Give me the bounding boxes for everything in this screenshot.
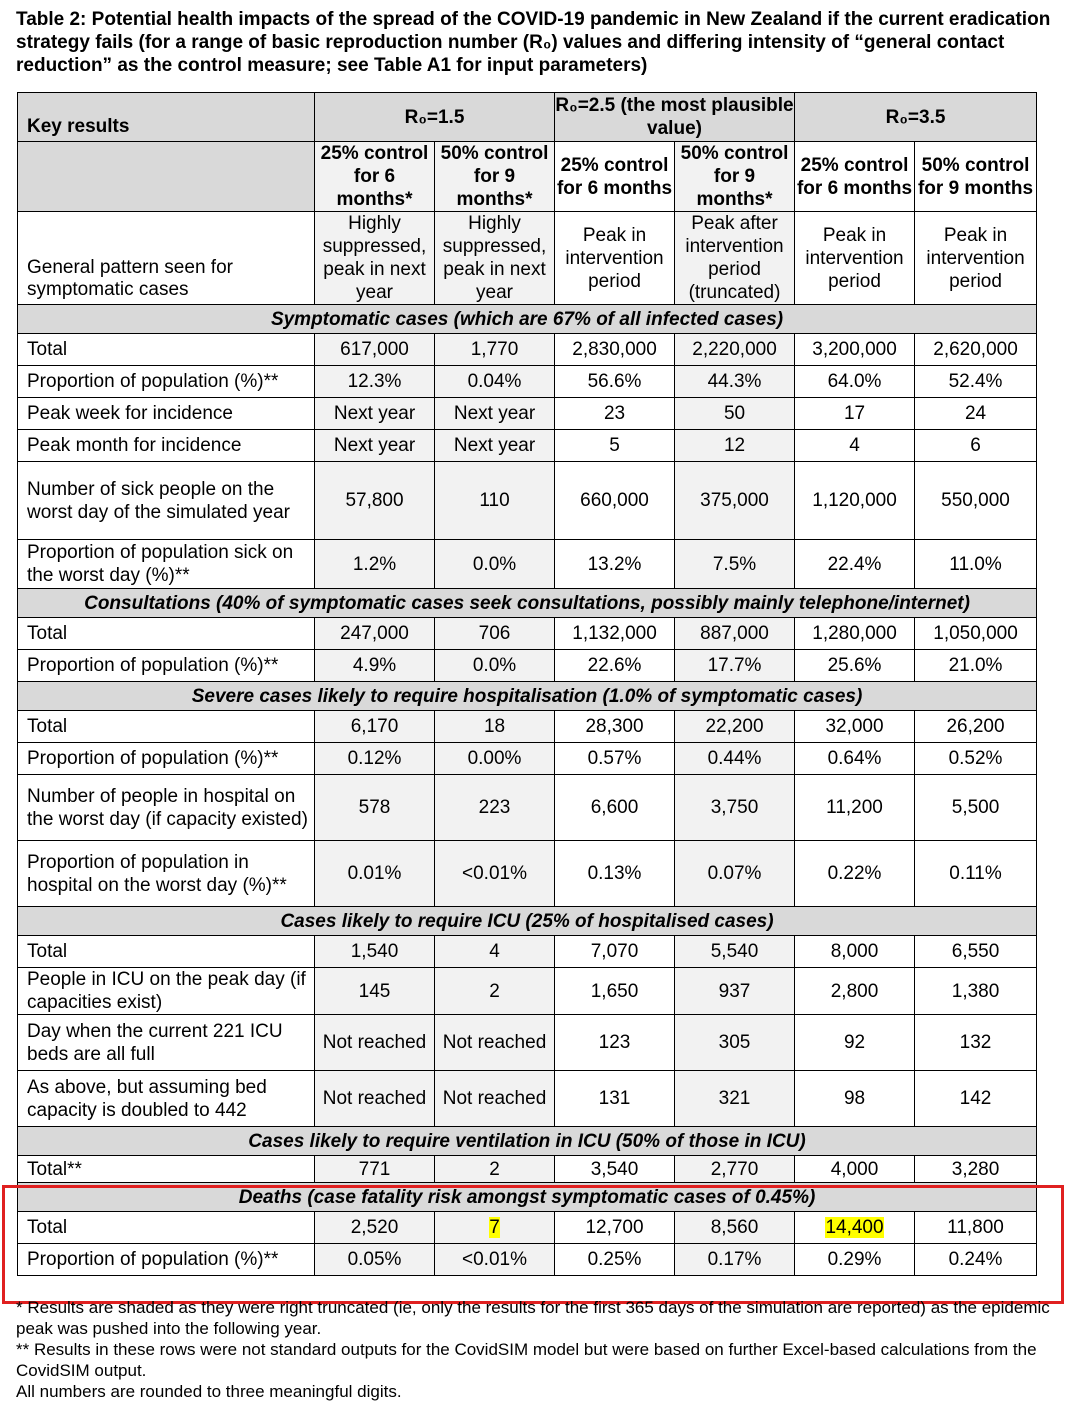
table-cell: [915, 366, 1037, 398]
table-cell: [675, 775, 795, 841]
cell-value: 550,000: [941, 490, 1010, 511]
row-label: Proportion of population (%)**: [18, 743, 315, 775]
table-cell: [915, 775, 1037, 841]
table-cell: [315, 366, 435, 398]
section-header-row: [18, 682, 1037, 711]
pattern-cell: Peak after intervention period (truncated): [675, 212, 795, 305]
table-cell: [435, 1071, 555, 1127]
cell-value: 0.0%: [472, 553, 517, 575]
cell-value: 2,800: [830, 980, 879, 1002]
pattern-row: [18, 212, 1037, 305]
table-cell: [915, 462, 1037, 540]
section-title: Symptomatic cases (which are 67% of all infected cases): [18, 305, 1037, 334]
table-cell: [795, 1156, 915, 1183]
row-label: Total**: [18, 1156, 315, 1183]
table-cell: [555, 841, 675, 907]
cell-value: 1,120,000: [812, 490, 897, 511]
cell-value: 26,200: [946, 716, 1005, 737]
cell-value: 2,770: [710, 1158, 759, 1180]
table-cell: [795, 650, 915, 682]
cell-value: 0.07%: [707, 863, 762, 884]
cell-value: 0.17%: [707, 1249, 762, 1270]
cell-value: 1,050,000: [933, 623, 1018, 644]
cell-value: Not reached: [322, 1032, 427, 1053]
table-cell: [795, 711, 915, 743]
table-row: [18, 1156, 1037, 1183]
cell-value: 1,380: [951, 980, 1000, 1002]
table-cell: [675, 936, 795, 968]
table-cell: [795, 540, 915, 589]
cell-value: 7.5%: [712, 553, 757, 575]
cell-value: 22.6%: [587, 655, 642, 676]
table-cell: [315, 540, 435, 589]
section-header-row: [18, 589, 1037, 618]
table-cell: [435, 334, 555, 366]
row-label: Total: [18, 334, 315, 366]
cell-value: 0.64%: [827, 748, 882, 769]
cell-value: 0.13%: [587, 863, 642, 884]
table-cell: [555, 618, 675, 650]
cell-value: 5: [609, 435, 620, 456]
cell-value: 8,560: [710, 1217, 759, 1238]
cell-value: 132: [959, 1032, 992, 1053]
table-cell: [915, 430, 1037, 462]
cell-value: 8,000: [830, 941, 879, 962]
table-cell: [555, 366, 675, 398]
section-title: Cases likely to require ventilation in ICU (50% of those in ICU): [18, 1127, 1037, 1156]
cell-value: 21.0%: [948, 655, 1003, 676]
table-row: [18, 775, 1037, 841]
table-cell: [915, 743, 1037, 775]
cell-value: 375,000: [700, 490, 769, 511]
cell-value: 56.6%: [587, 371, 642, 392]
cell-value: 110: [479, 490, 510, 511]
cell-value: 7,070: [590, 941, 639, 962]
table-cell: [675, 841, 795, 907]
cell-value: 0.11%: [949, 863, 1002, 884]
table-row: [18, 334, 1037, 366]
cell-value: 50: [723, 403, 746, 424]
cell-value: 2,620,000: [933, 339, 1018, 360]
cell-value: 223: [478, 797, 511, 818]
cell-value: 6,550: [951, 941, 1000, 962]
cell-value: 6,600: [590, 797, 639, 818]
cell-value: 57,800: [345, 490, 404, 511]
cell-value: 25.6%: [827, 655, 882, 676]
table-cell: [435, 618, 555, 650]
table-cell: [675, 366, 795, 398]
table-cell: [555, 936, 675, 968]
cell-value: 123: [598, 1032, 631, 1053]
row-label: As above, but assuming bed capacity is doubled to 442: [18, 1071, 315, 1127]
table-cell: [435, 743, 555, 775]
cell-value: 4,000: [830, 1158, 879, 1180]
cell-value: 321: [718, 1088, 751, 1109]
row-label: Peak month for incidence: [18, 430, 315, 462]
table-cell: [915, 711, 1037, 743]
table-cell: [795, 398, 915, 430]
scenario-header-row: [18, 142, 1037, 212]
cell-value: 23: [603, 403, 626, 424]
cell-value: Not reached: [322, 1088, 427, 1109]
cell-value: 937: [718, 980, 751, 1002]
cell-value: 3,540: [590, 1158, 639, 1180]
table-cell: [315, 1156, 435, 1183]
table-cell: [555, 711, 675, 743]
cell-value: 64.0%: [827, 371, 882, 392]
table-row: [18, 540, 1037, 589]
section-header-row: [18, 1127, 1037, 1156]
table-row: [18, 711, 1037, 743]
cell-value: 5,540: [710, 941, 759, 962]
footnote: All numbers are rounded to three meaningful digits.: [16, 1382, 402, 1401]
cell-value: 0.57%: [587, 748, 642, 769]
row-label: Number of sick people on the worst day of the simulated year: [18, 462, 315, 540]
cell-value: <0.01%: [462, 1249, 527, 1270]
table-cell: [315, 650, 435, 682]
table-cell: [675, 540, 795, 589]
table-cell: [435, 366, 555, 398]
table-cell: [675, 711, 795, 743]
row-label: Day when the current 221 ICU beds are all full: [18, 1015, 315, 1071]
table-cell: [435, 711, 555, 743]
cell-value: 0.44%: [707, 748, 762, 769]
footnotes: [16, 1297, 1056, 1402]
section-title: Deaths (case fatality risk amongst symptomatic cases of 0.45%): [18, 1183, 1037, 1212]
table-caption: Table 2: Potential health impacts of the spread of the COVID-19 pandemic in New Zealand if the current eradication strategy fails (for a range of basic reproduction number (R₀) values and differing intensity of “general contact reduction” as the control measure; see Table A1 for input parameters): [16, 9, 1051, 76]
group-header-r0-3-5: R₀=3.5: [795, 93, 1037, 142]
scenario-header: 50% control for 9 months: [915, 142, 1037, 212]
cell-value: Next year: [333, 403, 416, 424]
cell-value: 0.05%: [347, 1249, 402, 1270]
pattern-cell: Highly suppressed, peak in next year: [315, 212, 435, 305]
table-cell: [555, 430, 675, 462]
cell-value: 0.00%: [467, 748, 522, 769]
cell-value: 4: [489, 941, 500, 962]
table-cell: [915, 618, 1037, 650]
table-row: [18, 430, 1037, 462]
scenario-header: 50% control for 9 months*: [675, 142, 795, 212]
cell-value: 0.52%: [948, 748, 1003, 769]
cell-value: 17: [843, 403, 866, 424]
table-cell: [795, 430, 915, 462]
cell-value: 6: [970, 435, 981, 456]
row-label: People in ICU on the peak day (if capacities exist): [18, 968, 315, 1015]
cell-value: <0.01%: [462, 863, 527, 884]
highlighted-value: 7: [489, 1217, 500, 1238]
row-label: Total: [18, 1212, 315, 1244]
table-row: [18, 650, 1037, 682]
cell-value: 17.7%: [707, 655, 762, 676]
table-cell: [315, 462, 435, 540]
cell-value: 3,750: [710, 797, 759, 818]
table-cell: [915, 650, 1037, 682]
cell-value: 706: [478, 623, 511, 644]
table-cell: [795, 618, 915, 650]
footnote: ** Results in these rows were not standard outputs for the CovidSIM model but were based on further Excel-based calculations from the CovidSIM output.: [16, 1340, 1037, 1380]
cell-value: 305: [718, 1032, 751, 1053]
table-cell: [315, 841, 435, 907]
table-cell: [555, 1156, 675, 1183]
table-cell: [915, 540, 1037, 589]
table-row: [18, 462, 1037, 540]
table-cell: [315, 398, 435, 430]
cell-value: 3,280: [951, 1158, 1000, 1180]
table-cell: [435, 430, 555, 462]
table-cell: [435, 775, 555, 841]
pattern-label: General pattern seen for symptomatic cases: [18, 212, 315, 305]
key-results-header: Key results: [18, 93, 315, 142]
scenario-header: 25% control for 6 months: [555, 142, 675, 212]
table-cell: [915, 1015, 1037, 1071]
cell-value: 0.29%: [827, 1249, 882, 1270]
cell-value: 0.04%: [467, 371, 522, 392]
table-cell: [555, 398, 675, 430]
table-cell: [675, 1156, 795, 1183]
group-header-row: [18, 93, 1037, 142]
results-table: [17, 92, 1037, 1276]
table-cell: [915, 936, 1037, 968]
table-cell: [795, 936, 915, 968]
cell-value: 617,000: [340, 339, 409, 360]
table-cell: [675, 1071, 795, 1127]
cell-value: 2,220,000: [692, 339, 777, 360]
table-cell: [915, 1156, 1037, 1183]
cell-value: 11.0%: [949, 553, 1002, 575]
table-row: [18, 968, 1037, 1015]
cell-value: 0.0%: [472, 655, 517, 676]
cell-value: 1,770: [470, 339, 519, 360]
row-label: Proportion of population (%)**: [18, 1244, 315, 1276]
scenario-header-blank: [18, 142, 315, 212]
table-cell: [315, 334, 435, 366]
cell-value: 18: [483, 716, 506, 737]
table-row: [18, 1071, 1037, 1127]
table-cell: [315, 775, 435, 841]
cell-value: 12,700: [585, 1217, 644, 1238]
cell-value: 578: [358, 797, 391, 818]
cell-value: 0.22%: [827, 863, 882, 884]
cell-value: 0.24%: [948, 1249, 1003, 1270]
group-header-r0-1-5: R₀=1.5: [315, 93, 555, 142]
cell-value: 32,000: [825, 716, 884, 737]
pattern-cell: Peak in intervention period: [555, 212, 675, 305]
table-cell: [435, 462, 555, 540]
cell-value: 44.3%: [707, 371, 762, 392]
table-cell: [315, 711, 435, 743]
table-cell: [915, 334, 1037, 366]
cell-value: 1.2%: [352, 553, 397, 575]
row-label: Proportion of population in hospital on the worst day (%)**: [18, 841, 315, 907]
table-row: [18, 936, 1037, 968]
table-cell: [795, 334, 915, 366]
table-cell: [555, 775, 675, 841]
row-label: Peak week for incidence: [18, 398, 315, 430]
section-title: Cases likely to require ICU (25% of hospitalised cases): [18, 907, 1037, 936]
group-header-r0-2-5: R₀=2.5 (the most plausible value): [555, 93, 795, 142]
table-cell: [795, 1071, 915, 1127]
cell-value: Next year: [453, 403, 536, 424]
cell-value: 4.9%: [352, 655, 397, 676]
section-header-row: [18, 305, 1037, 334]
table-cell: [435, 841, 555, 907]
cell-value: 142: [959, 1088, 992, 1109]
cell-value: 2,830,000: [572, 339, 657, 360]
pattern-cell: Highly suppressed, peak in next year: [435, 212, 555, 305]
cell-value: 11,200: [826, 797, 883, 818]
cell-value: 22,200: [705, 716, 764, 737]
cell-value: 22.4%: [827, 553, 882, 575]
table-cell: [915, 968, 1037, 1015]
table-cell: [315, 618, 435, 650]
row-label: Total: [18, 711, 315, 743]
table-cell: [555, 743, 675, 775]
cell-value: 1,650: [590, 980, 639, 1002]
table-row: [18, 1015, 1037, 1071]
table-cell: [675, 462, 795, 540]
cell-value: 1,540: [350, 941, 399, 962]
cell-value: 98: [843, 1088, 866, 1109]
table-cell: [435, 540, 555, 589]
table-cell: [315, 968, 435, 1015]
table-cell: [675, 743, 795, 775]
table-cell: [555, 462, 675, 540]
cell-value: Next year: [453, 435, 536, 456]
cell-value: 11,800: [947, 1217, 1004, 1238]
footnote: * Results are shaded as they were right truncated (ie, only the results for the first 365 days of the simulation are reported) as the epidemic peak was pushed into the following year.: [16, 1298, 1050, 1338]
table-cell: [435, 398, 555, 430]
row-label: Total: [18, 618, 315, 650]
cell-value: 145: [358, 980, 391, 1002]
cell-value: 1,132,000: [572, 623, 657, 644]
cell-value: 1,280,000: [812, 623, 897, 644]
table-cell: [675, 398, 795, 430]
table-cell: [555, 968, 675, 1015]
cell-value: 887,000: [700, 623, 769, 644]
table-cell: [435, 1015, 555, 1071]
table-cell: [555, 650, 675, 682]
cell-value: 0.01%: [347, 863, 402, 884]
table-cell: [315, 743, 435, 775]
row-label: Total: [18, 936, 315, 968]
cell-value: 0.12%: [347, 748, 402, 769]
row-label: Number of people in hospital on the worst day (if capacity existed): [18, 775, 315, 841]
section-title: Consultations (40% of symptomatic cases seek consultations, possibly mainly telephone/internet): [18, 589, 1037, 618]
table-cell: [675, 1015, 795, 1071]
cell-value: 28,300: [585, 716, 644, 737]
cell-value: Not reached: [442, 1032, 547, 1053]
scenario-header: 25% control for 6 months*: [315, 142, 435, 212]
table-cell: [675, 618, 795, 650]
cell-value: 771: [358, 1158, 391, 1180]
table-cell: [795, 841, 915, 907]
table-cell: [675, 968, 795, 1015]
pattern-cell: Peak in intervention period: [795, 212, 915, 305]
row-label: Proportion of population sick on the worst day (%)**: [18, 540, 315, 589]
cell-value: 247,000: [340, 623, 409, 644]
table-cell: [555, 1015, 675, 1071]
cell-value: 0.25%: [587, 1249, 642, 1270]
cell-value: Not reached: [442, 1088, 547, 1109]
cell-value: 12.3%: [347, 371, 402, 392]
section-header-row: [18, 907, 1037, 936]
table-cell: [795, 1015, 915, 1071]
table-cell: [675, 334, 795, 366]
cell-value: 52.4%: [948, 371, 1003, 392]
table-row: [18, 398, 1037, 430]
highlighted-value: 14,400: [825, 1217, 884, 1238]
table-cell: [555, 540, 675, 589]
table-cell: [795, 968, 915, 1015]
table-cell: [435, 1156, 555, 1183]
table-row: [18, 618, 1037, 650]
row-label: Proportion of population (%)**: [18, 650, 315, 682]
cell-value: 660,000: [580, 490, 649, 511]
table-cell: [915, 398, 1037, 430]
table-cell: [315, 936, 435, 968]
table-cell: [435, 968, 555, 1015]
cell-value: 2,520: [350, 1217, 399, 1238]
table-cell: [555, 334, 675, 366]
table-cell: [315, 430, 435, 462]
table-cell: [795, 775, 915, 841]
table-cell: [315, 1071, 435, 1127]
table-row: [18, 366, 1037, 398]
cell-value: 92: [843, 1032, 866, 1053]
cell-value: 24: [964, 403, 987, 424]
annotation-highlight-box: [2, 1185, 1064, 1304]
table-cell: [795, 743, 915, 775]
table-cell: [795, 366, 915, 398]
table-cell: [675, 430, 795, 462]
cell-value: 5,500: [951, 797, 1000, 818]
cell-value: 12: [723, 435, 746, 456]
table-cell: [315, 1015, 435, 1071]
table-row: [18, 743, 1037, 775]
table-cell: [435, 650, 555, 682]
cell-value: 2: [489, 1158, 500, 1180]
section-title: Severe cases likely to require hospitalisation (1.0% of symptomatic cases): [18, 682, 1037, 711]
table-cell: [675, 650, 795, 682]
table-cell: [435, 936, 555, 968]
cell-value: 131: [598, 1088, 631, 1109]
cell-value: 3,200,000: [812, 339, 897, 360]
row-label: Proportion of population (%)**: [18, 366, 315, 398]
cell-value: 13.2%: [587, 553, 642, 575]
table-row: [18, 841, 1037, 907]
cell-value: 4: [849, 435, 860, 456]
cell-value: 6,170: [350, 716, 399, 737]
cell-value: 2: [489, 980, 500, 1002]
pattern-cell: Peak in intervention period: [915, 212, 1037, 305]
cell-value: Next year: [333, 435, 416, 456]
table-cell: [555, 1071, 675, 1127]
table-cell: [795, 462, 915, 540]
scenario-header: 50% control for 9 months*: [435, 142, 555, 212]
table-cell: [915, 1071, 1037, 1127]
scenario-header: 25% control for 6 months: [795, 142, 915, 212]
table-cell: [915, 841, 1037, 907]
